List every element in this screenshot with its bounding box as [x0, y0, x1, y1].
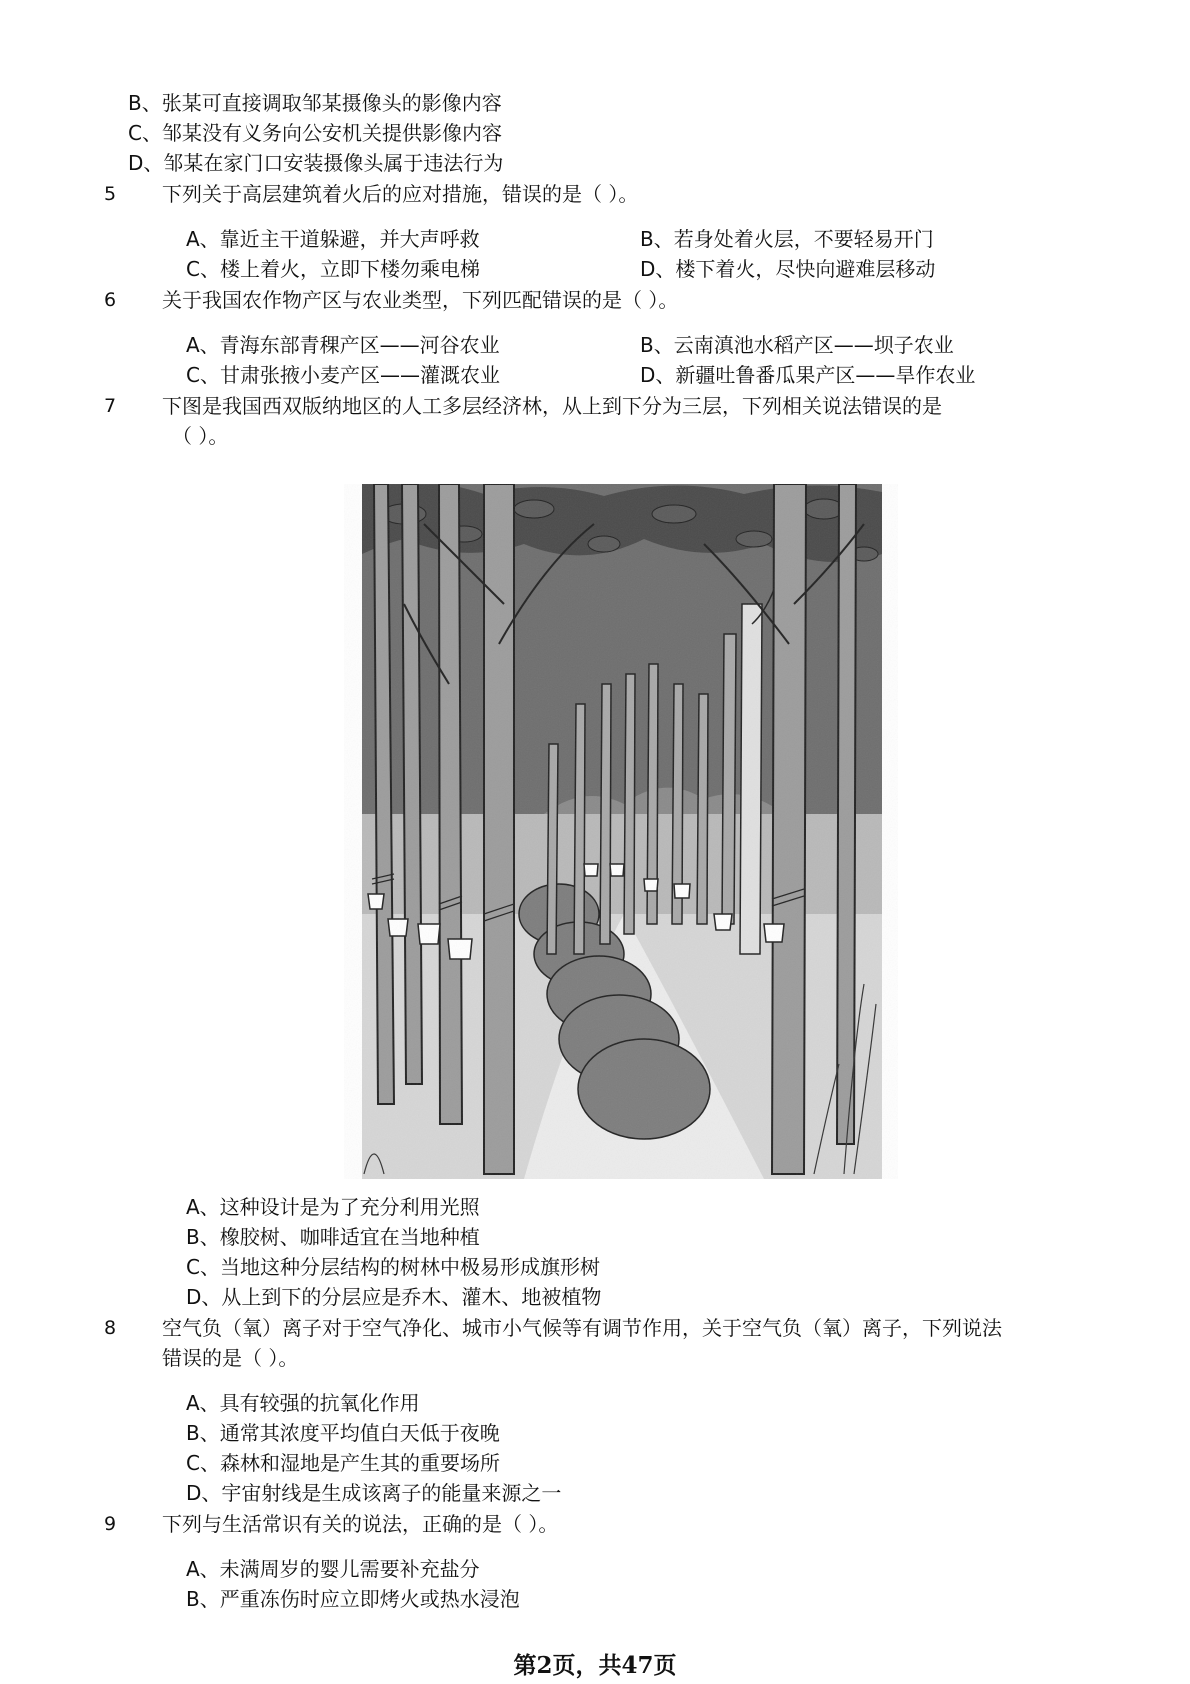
q5-number: 5: [104, 183, 117, 205]
q6-option-b: B、云南滇池水稻产区——坝子农业: [640, 333, 954, 357]
q8-number: 8: [104, 1317, 117, 1339]
q5-option-d: D、楼下着火，尽快向避难层移动: [640, 257, 936, 281]
q6-option-a: A、青海东部青稞产区——河谷农业: [186, 333, 500, 357]
q9-option-b: B、严重冻伤时应立即烤火或热水浸泡: [186, 1587, 520, 1611]
q8-option-a: A、具有较强的抗氧化作用: [186, 1391, 420, 1415]
q7-option-c: C、当地这种分层结构的树林中极易形成旗形树: [186, 1255, 600, 1279]
q8-stem-line2: 错误的是（ ）。: [162, 1346, 299, 1370]
q7-option-a: A、这种设计是为了充分利用光照: [186, 1195, 480, 1219]
q8-option-c: C、森林和湿地是产生其的重要场所: [186, 1451, 500, 1475]
q9-stem: 下列与生活常识有关的说法，正确的是（ ）。: [162, 1512, 559, 1536]
q9-option-a: A、未满周岁的婴儿需要补充盐分: [186, 1557, 480, 1581]
q5-option-a: A、靠近主干道躲避，并大声呼救: [186, 227, 480, 251]
page-number: 第2页，共47页: [513, 1652, 677, 1679]
q4-option-c: C、邹某没有义务向公安机关提供影像内容: [128, 121, 502, 145]
q4-option-d: D、邹某在家门口安装摄像头属于违法行为: [128, 151, 504, 175]
q7-stem-line1: 下图是我国西双版纳地区的人工多层经济林，从上到下分为三层，下列相关说法错误的是: [162, 394, 942, 418]
q6-number: 6: [104, 289, 117, 311]
q8-stem-line1: 空气负（氧）离子对于空气净化、城市小气候等有调节作用，关于空气负（氧）离子，下列说法: [162, 1316, 1002, 1340]
q9-number: 9: [104, 1513, 117, 1535]
q6-option-d: D、新疆吐鲁番瓜果产区——旱作农业: [640, 363, 976, 387]
q7-number: 7: [104, 395, 117, 417]
q6-stem: 关于我国农作物产区与农业类型，下列匹配错误的是（ ）。: [162, 288, 679, 312]
q5-option-c: C、楼上着火，立即下楼勿乘电梯: [186, 257, 480, 281]
q5-option-b: B、若身处着火层，不要轻易开门: [640, 227, 934, 251]
q4-option-b: B、张某可直接调取邹某摄像头的影像内容: [128, 91, 502, 115]
q6-option-c: C、甘肃张掖小麦产区——灌溉农业: [186, 363, 500, 387]
q5-stem: 下列关于高层建筑着火后的应对措施，错误的是（ ）。: [162, 182, 639, 206]
q8-option-b: B、通常其浓度平均值白天低于夜晚: [186, 1421, 500, 1445]
q7-stem-line2: （ ）。: [172, 424, 229, 448]
q8-option-d: D、宇宙射线是生成该离子的能量来源之一: [186, 1481, 562, 1505]
q7-option-d: D、从上到下的分层应是乔木、灌木、地被植物: [186, 1285, 602, 1309]
forest-illustration: [344, 484, 898, 1179]
q7-option-b: B、橡胶树、咖啡适宜在当地种植: [186, 1225, 480, 1249]
